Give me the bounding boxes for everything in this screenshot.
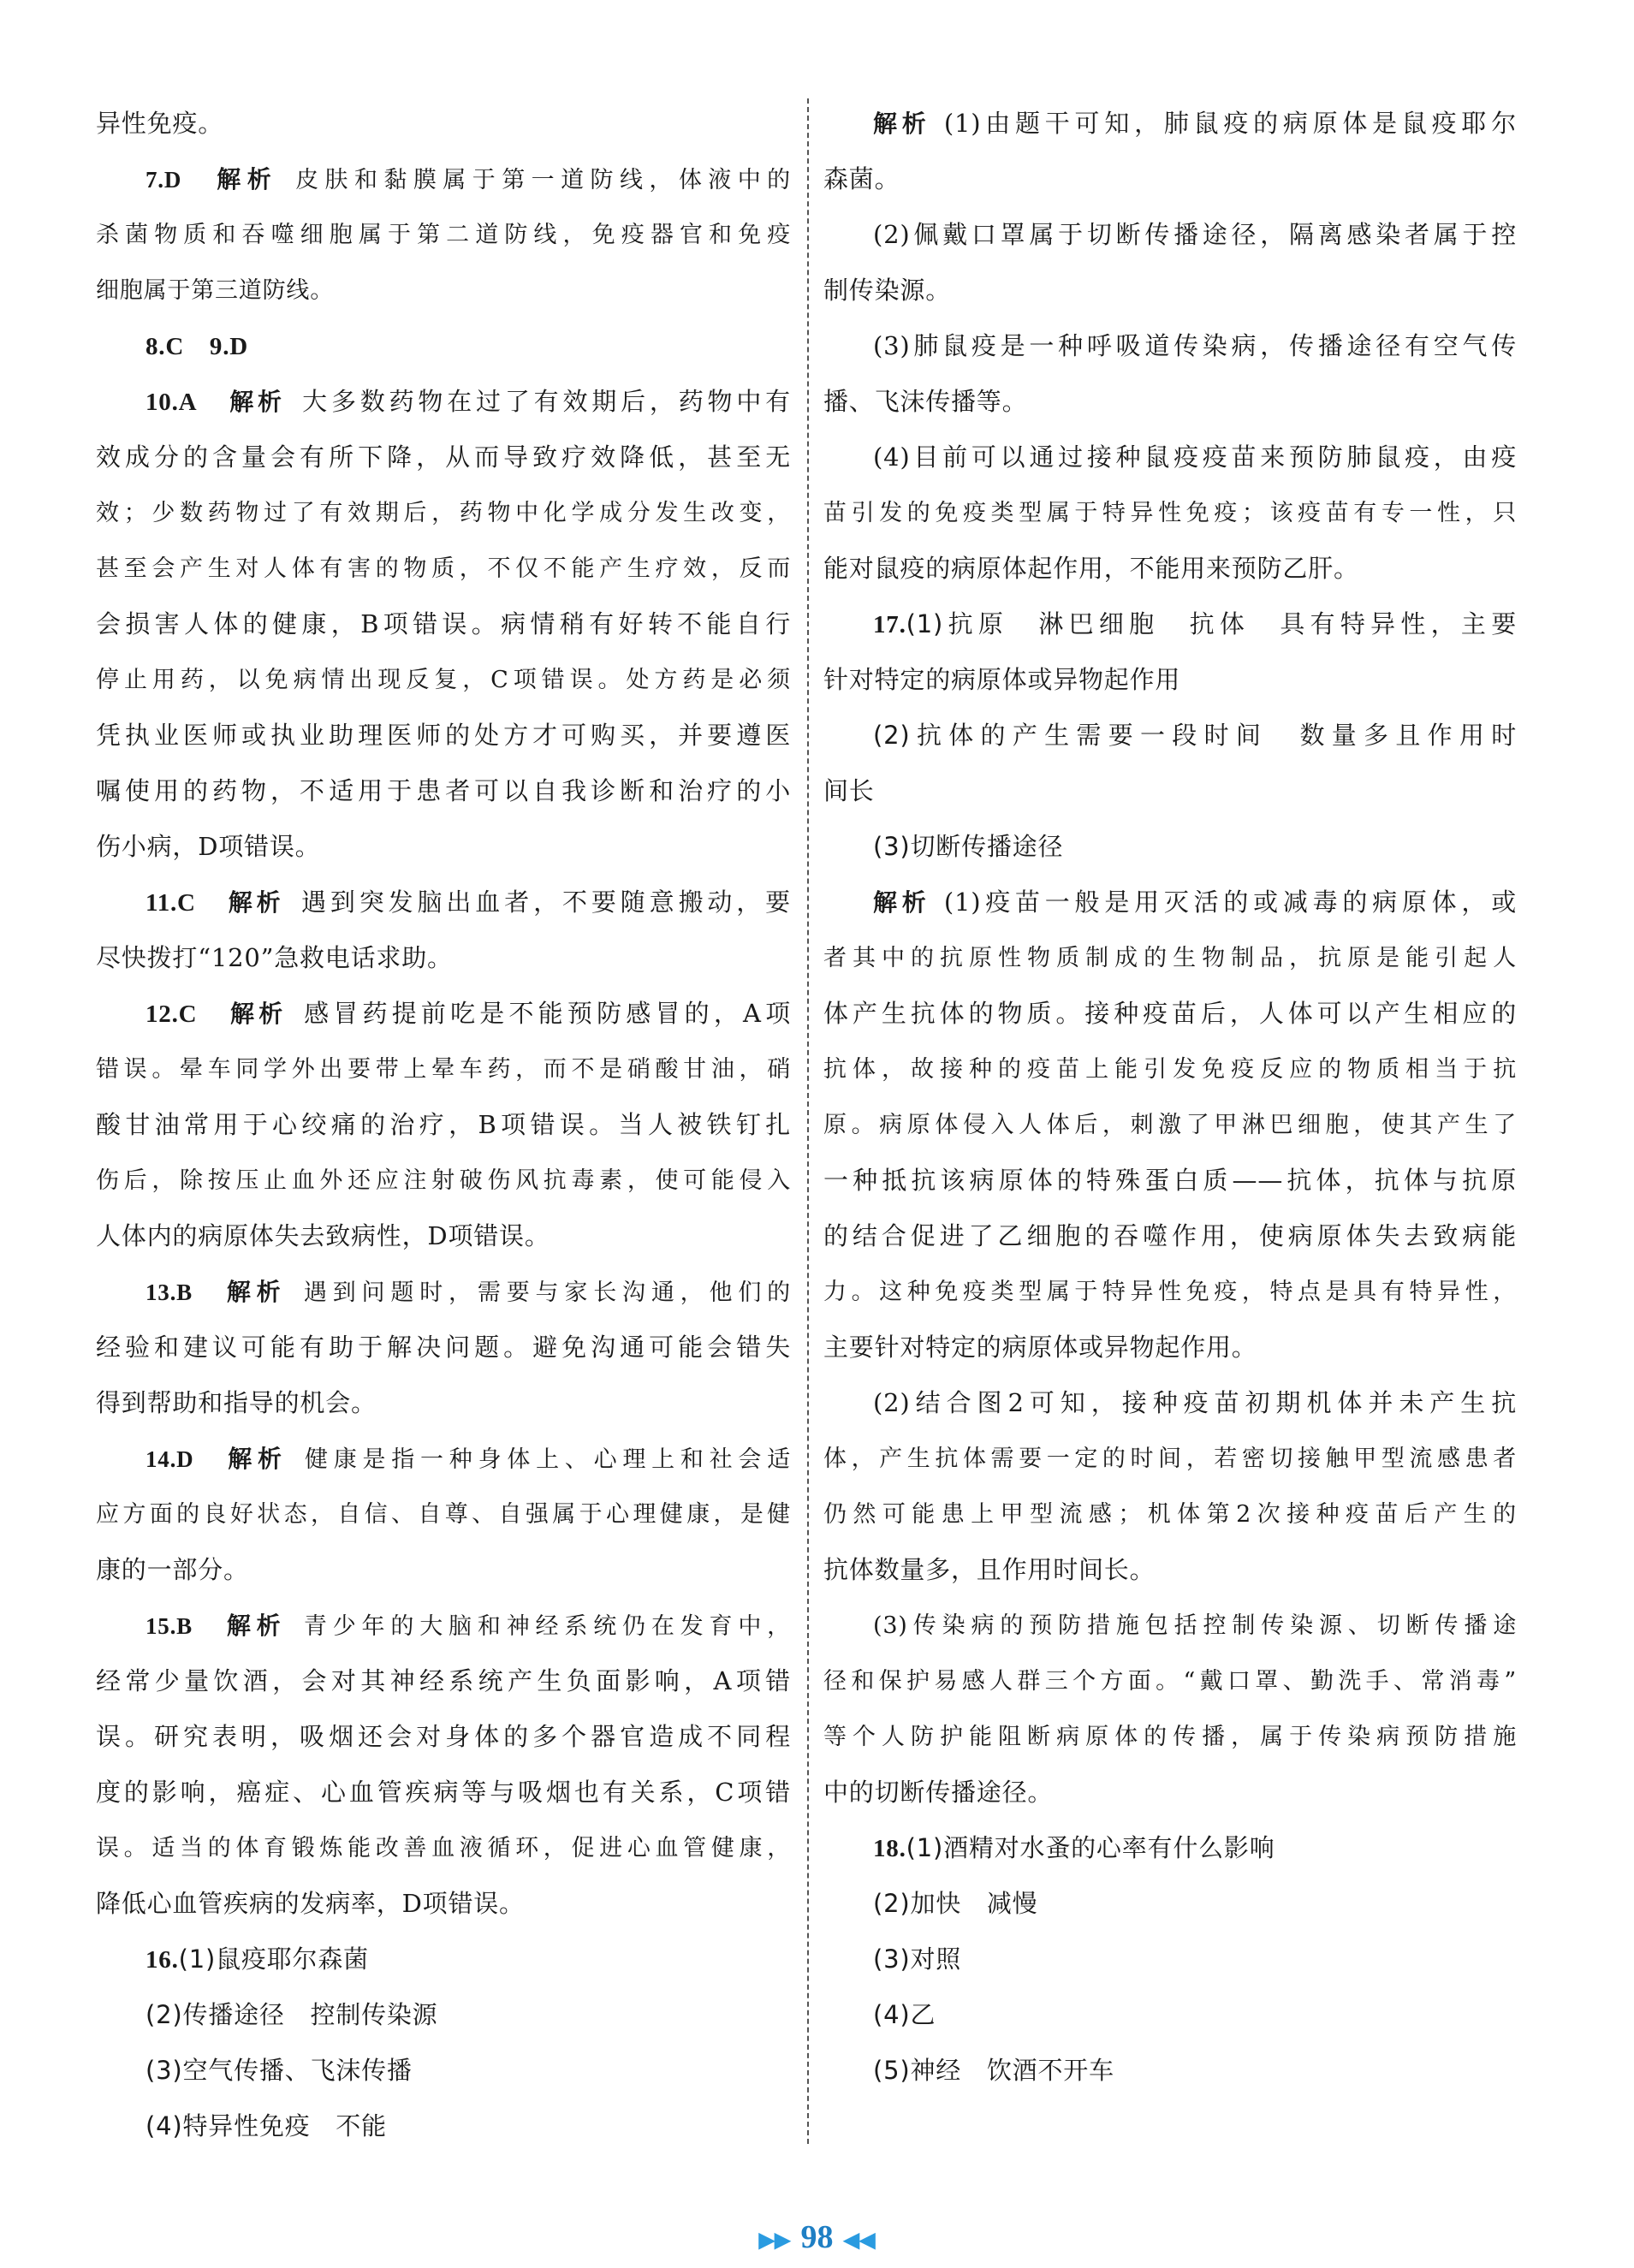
text-line: (1)鼠疫耶尔森菌: [178, 1944, 369, 1974]
text-line: (2)加快 减慢: [873, 1889, 1038, 1918]
text-line: 伤小病，D项错误。: [96, 832, 321, 861]
text-line: 康的一部分。: [96, 1555, 249, 1584]
page-number: 98: [800, 2219, 834, 2255]
text-line: 森菌。: [823, 164, 900, 193]
text-line: 径和保护易感人群三个方面。“戴口罩、勤洗手、常消毒”: [823, 1668, 1517, 1695]
text-line: 遇到突发脑出血者，不要随意搬动，要: [297, 888, 791, 917]
question-number: 16.: [146, 1946, 179, 1974]
text-line: (1)酒精对水蚤的心率有什么影响: [906, 1833, 1275, 1862]
answer-11: [96, 875, 791, 930]
question-number: 17.: [873, 611, 906, 638]
text-line: 效；少数药物过了有效期后，药物中化学成分发生改变，: [96, 500, 791, 526]
text-line: 异性免疫。: [96, 109, 224, 138]
question-number: 12.C: [146, 1000, 198, 1028]
text-line: 青少年的大脑和神经系统仍在发育中，: [298, 1613, 791, 1640]
analysis-label: 解析: [873, 888, 931, 917]
text-line: 误。研究表明，吸烟还会对身体的多个器官造成不同程: [96, 1722, 791, 1751]
text-line: 中的切断传播途径。: [823, 1778, 1054, 1807]
question-number: 13.B: [146, 1279, 193, 1305]
text-line: (1)由题干可知，肺鼠疫的病原体是鼠疫耶尔: [943, 109, 1517, 138]
text-line: 杀菌物质和吞噬细胞属于第二道防线，免疫器官和免疫: [96, 222, 791, 248]
analysis-label: 解析: [873, 110, 931, 138]
text-line: 健康是指一种身体上、心理上和社会适: [300, 1446, 791, 1473]
question-number: 11.C: [146, 889, 196, 917]
page-footer: [0, 2218, 1634, 2256]
text-line: 应方面的良好状态，自信、自尊、自强属于心理健康，是健: [96, 1501, 791, 1528]
answer-14: [96, 1431, 791, 1487]
text-line: 经常少量饮酒，会对其神经系统产生负面影响，A项错: [96, 1666, 791, 1695]
analysis-label: 解析: [230, 1000, 288, 1028]
text-line: 仍然可能患上甲型流感；机体第2次接种疫苗后产生的: [823, 1501, 1517, 1528]
question-number: 14.D: [146, 1446, 194, 1472]
text-line: (2)抗体的产生需要一段时间 数量多且作用时: [873, 721, 1517, 750]
text-line: 的结合促进了乙细胞的吞噬作用，使病原体失去致病能: [823, 1221, 1517, 1250]
analysis-label: 解析: [217, 165, 278, 193]
analysis-label: 解析: [228, 888, 285, 917]
text-line: (4)乙: [873, 2000, 936, 2029]
text-line: 抗体，故接种的疫苗上能引发免疫反应的物质相当于抗: [823, 1056, 1517, 1083]
text-line: (3)传染病的预防措施包括控制传染源、切断传播途: [873, 1612, 1517, 1639]
text-line: 能对鼠疫的病原体起作用，不能用来预防乙肝。: [823, 554, 1359, 583]
text-line: 误。适当的体育锻炼能改善血液循环，促进心血管健康，: [96, 1835, 791, 1861]
text-line: 经验和建议可能有助于解决问题。避免沟通可能会错失: [96, 1333, 791, 1362]
text-line: 抗体数量多，且作用时间长。: [823, 1555, 1156, 1584]
text-line: (2)佩戴口罩属于切断传播途径，隔离感染者属于控: [873, 220, 1517, 249]
text-line: 人体内的病原体失去致病性，D项错误。: [96, 1221, 550, 1250]
text-line: 停止用药，以免病情出现反复，C项错误。处方药是必须: [96, 667, 791, 693]
text-line: 会损害人体的健康，B项错误。病情稍有好转不能自行: [96, 609, 791, 638]
text-line: (3)空气传播、飞沫传播: [146, 2056, 413, 2085]
answer-7: [96, 151, 791, 207]
text-line: 体产生抗体的物质。接种疫苗后，人体可以产生相应的: [823, 999, 1517, 1028]
answer-18: [823, 1820, 1517, 1876]
analysis-label: 解析: [226, 1278, 287, 1306]
text-line: (3)肺鼠疫是一种呼吸道传染病，传播途径有空气传: [873, 331, 1517, 360]
left-column: [96, 96, 791, 2154]
text-line: (3)切断传播途径: [873, 832, 1064, 861]
text-line: 者其中的抗原性物质制成的生物制品，抗原是能引起人: [823, 945, 1517, 971]
text-line: 得到帮助和指导的机会。: [96, 1388, 377, 1417]
right-column: [823, 96, 1517, 2099]
text-line: (5)神经 饮酒不开车: [873, 2056, 1114, 2085]
question-number: 18.: [873, 1835, 906, 1862]
analysis-17: [823, 875, 1517, 930]
answer-17: [823, 597, 1517, 652]
text-line: 一种抵抗该病原体的特殊蛋白质——抗体，抗体与抗原: [823, 1166, 1517, 1195]
answer-16: [96, 1932, 791, 1987]
text-line: 皮肤和黏膜属于第一道防线，体液中的: [289, 167, 791, 193]
text-line: (4)特异性免疫 不能: [146, 2111, 387, 2140]
answer-8-9: [96, 318, 791, 374]
double-chevron-right-icon: ▶▶: [758, 2229, 791, 2252]
double-chevron-left-icon: ◀◀: [843, 2229, 876, 2252]
text-line: 降低心血管疾病的发病率，D项错误。: [96, 1889, 525, 1918]
text-line: (1)抗原 淋巴细胞 抗体 具有特异性，主要: [906, 609, 1517, 638]
text-line: 酸甘油常用于心绞痛的治疗，B项错误。当人被铁钉扎: [96, 1110, 791, 1139]
question-number: 7.D: [146, 167, 182, 193]
text-line: 苗引发的免疫类型属于特异性免疫；该疫苗有专一性，只: [823, 500, 1517, 526]
text-line: 力。这种免疫类型属于特异性免疫，特点是具有特异性，: [823, 1279, 1517, 1305]
text-line: 嘱使用的药物，不适用于患者可以自我诊断和治疗的小: [96, 776, 791, 805]
text-line: (3)对照: [873, 1944, 962, 1974]
text-line: (2)结合图2可知，接种疫苗初期机体并未产生抗: [873, 1388, 1517, 1417]
text-line: 原。病原体侵入人体后，刺激了甲淋巴细胞，使其产生了: [823, 1112, 1517, 1138]
analysis-16: [823, 96, 1517, 151]
text-line: 效成分的含量会有所下降，从而导致疗效降低，甚至无: [96, 442, 791, 472]
analysis-label: 解析: [226, 1612, 287, 1640]
question-number: 15.B: [146, 1613, 193, 1639]
text-line: 度的影响，癌症、心血管疾病等与吸烟也有关系，C项错: [96, 1778, 791, 1807]
text-line: (1)疫苗一般是用灭活的或减毒的病原体，或: [943, 888, 1517, 917]
text-line: 针对特定的病原体或异物起作用: [823, 665, 1181, 694]
text-line: 主要针对特定的病原体或异物起作用。: [823, 1333, 1257, 1362]
text-line: 尽快拨打“120”急救电话求助。: [96, 943, 453, 972]
text-line: 遇到问题时，需要与家长沟通，他们的: [298, 1279, 791, 1306]
answer-10: [96, 374, 791, 430]
text-line: (2)传播途径 控制传染源: [146, 2000, 438, 2029]
text-line: 播、飞沫传播等。: [823, 387, 1028, 416]
column-divider: [807, 98, 809, 2144]
text-line: 大多数药物在过了有效期后，药物中有: [299, 387, 791, 416]
text-line: 间长: [823, 776, 875, 805]
question-number: 10.A: [146, 389, 198, 416]
answer-13: [96, 1264, 791, 1320]
analysis-label: 解析: [229, 388, 286, 416]
text-line: 甚至会产生对人体有害的物质，不仅不能产生疗效，反而: [96, 555, 791, 582]
text-line: 凭执业医师或执业助理医师的处方才可购买，并要遵医: [96, 721, 791, 750]
question-number: 8.C 9.D: [146, 333, 248, 360]
text-line: 体，产生抗体需要一定的时间，若密切接触甲型流感患者: [823, 1446, 1517, 1472]
text-line: 细胞属于第三道防线。: [96, 277, 334, 304]
text-line: 错误。晕车同学外出要带上晕车药，而不是硝酸甘油，硝: [96, 1056, 791, 1083]
text-line: 伤后，除按压止血外还应注射破伤风抗毒素，使可能侵入: [96, 1167, 791, 1194]
text-line: (4)目前可以通过接种鼠疫疫苗来预防肺鼠疫，由疫: [873, 442, 1517, 472]
analysis-label: 解析: [228, 1445, 288, 1473]
text-line: 感冒药提前吃是不能预防感冒的，A项: [300, 999, 791, 1028]
text-line: 等个人防护能阻断病原体的传播，属于传染病预防措施: [823, 1724, 1517, 1750]
answer-15: [96, 1598, 791, 1654]
text-line: 制传染源。: [823, 276, 952, 305]
answer-12: [96, 986, 791, 1042]
